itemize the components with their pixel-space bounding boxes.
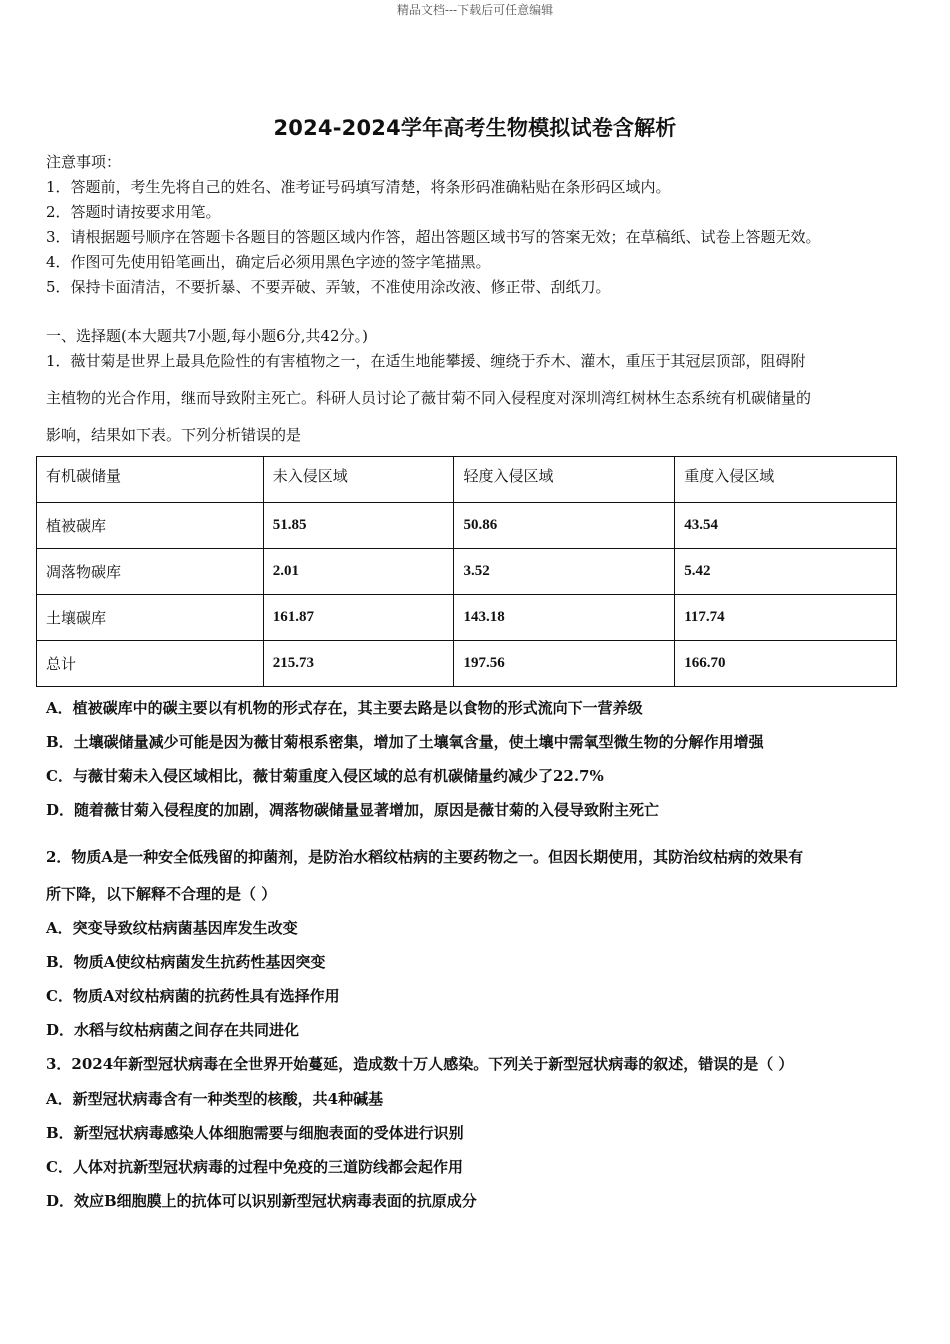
question-1-option-a: A．植被碳库中的碳主要以有机物的形式存在，其主要去路是以食物的形式流向下一营养级 — [46, 699, 643, 717]
question-1-option-d: D．随着薇甘菊入侵程度的加剧，凋落物碳储量显著增加，原因是薇甘菊的入侵导致附主死亡 — [46, 801, 660, 819]
table-row — [37, 549, 897, 595]
question-1-stem-line: 1．薇甘菊是世界上最具危险性的有害植物之一，在适生地能攀援、缠绕于乔木、灌木，重压于其冠层顶部，阻碍附 — [46, 352, 806, 370]
question-2-option-b: B．物质A使纹枯病菌发生抗药性基因突变 — [46, 953, 326, 971]
table-cell: 166.70 — [675, 641, 897, 687]
table-cell: 3.52 — [454, 549, 675, 595]
table-row — [37, 595, 897, 641]
table-cell: 197.56 — [454, 641, 675, 687]
table-cell: 43.54 — [675, 503, 897, 549]
section-heading: 一、选择题(本大题共7小题,每小题6分,共42分。) — [46, 327, 368, 345]
table-cell: 总计 — [37, 641, 264, 687]
carbon-storage-table — [36, 456, 897, 687]
table-cell: 51.85 — [263, 503, 454, 549]
table-cell: 5.42 — [675, 549, 897, 595]
question-2-option-c: C．物质A对纹枯病菌的抗药性具有选择作用 — [46, 987, 340, 1005]
question-3-option-c: C．人体对抗新型冠状病毒的过程中免疫的三道防线都会起作用 — [46, 1158, 463, 1176]
table-cell: 植被碳库 — [37, 503, 264, 549]
table-header-cell: 轻度入侵区域 — [454, 457, 675, 503]
question-1-option-c: C．与薇甘菊未入侵区域相比，薇甘菊重度入侵区域的总有机碳储量约减少了22.7% — [46, 767, 604, 785]
question-1-stem-line: 影响，结果如下表。下列分析错误的是 — [46, 426, 302, 444]
table-row — [37, 641, 897, 687]
table-header-cell: 未入侵区域 — [263, 457, 454, 503]
table-cell: 50.86 — [454, 503, 675, 549]
question-2-option-a: A．突变导致纹枯病菌基因库发生改变 — [46, 919, 298, 937]
table-cell: 215.73 — [263, 641, 454, 687]
notice-item: 5．保持卡面清洁，不要折暴、不要弄破、弄皱，不准使用涂改液、修正带、刮纸刀。 — [46, 278, 611, 296]
notice-item: 3．请根据题号顺序在答题卡各题目的答题区域内作答，超出答题区域书写的答案无效；在草稿纸、试卷上答题无效。 — [46, 228, 821, 246]
question-3-option-a: A．新型冠状病毒含有一种类型的核酸，共4种碱基 — [46, 1090, 384, 1108]
page-title: 2024-2024学年高考生物模拟试卷含解析 — [273, 116, 677, 140]
table-cell: 117.74 — [675, 595, 897, 641]
table-row — [37, 503, 897, 549]
question-2-option-d: D．水稻与纹枯病菌之间存在共同进化 — [46, 1021, 300, 1039]
table-cell: 161.87 — [263, 595, 454, 641]
table-header-cell: 有机碳储量 — [37, 457, 264, 503]
table-cell: 143.18 — [454, 595, 675, 641]
question-1-stem-line: 主植物的光合作用，继而导致附主死亡。科研人员讨论了薇甘菊不同入侵程度对深圳湾红树林生态系统有机碳储量的 — [46, 389, 812, 407]
question-2-stem-line: 2．物质A是一种安全低残留的抑菌剂，是防治水稻纹枯病的主要药物之一。但因长期使用，其防治纹枯病的效果有 — [46, 848, 804, 866]
question-3-stem-line: 3．2024年新型冠状病毒在全世界开始蔓延，造成数十万人感染。下列关于新型冠状病毒的叙述，错误的是（ ） — [46, 1055, 794, 1073]
notice-heading: 注意事项： — [46, 153, 122, 171]
header-watermark: 精品文档---下载后可任意编辑 — [396, 3, 554, 17]
table-header-row — [37, 457, 897, 503]
question-3-option-d: D．效应B细胞膜上的抗体可以识别新型冠状病毒表面的抗原成分 — [46, 1192, 477, 1210]
notice-item: 2．答题时请按要求用笔。 — [46, 203, 221, 221]
table-cell: 2.01 — [263, 549, 454, 595]
question-1-option-b: B．土壤碳储量减少可能是因为薇甘菊根系密集，增加了土壤氧含量，使土壤中需氧型微生物的分解作用增强 — [46, 733, 764, 751]
notice-item: 4．作图可先使用铅笔画出，确定后必须用黑色字迹的签字笔描黑。 — [46, 253, 491, 271]
table-header-cell: 重度入侵区域 — [675, 457, 897, 503]
question-2-stem-line: 所下降，以下解释不合理的是（ ） — [46, 885, 277, 903]
question-3-option-b: B．新型冠状病毒感染人体细胞需要与细胞表面的受体进行识别 — [46, 1124, 464, 1142]
table-cell: 凋落物碳库 — [37, 549, 264, 595]
table-cell: 土壤碳库 — [37, 595, 264, 641]
notice-item: 1．答题前，考生先将自己的姓名、准考证号码填写清楚，将条形码准确粘贴在条形码区域内。 — [46, 178, 671, 196]
